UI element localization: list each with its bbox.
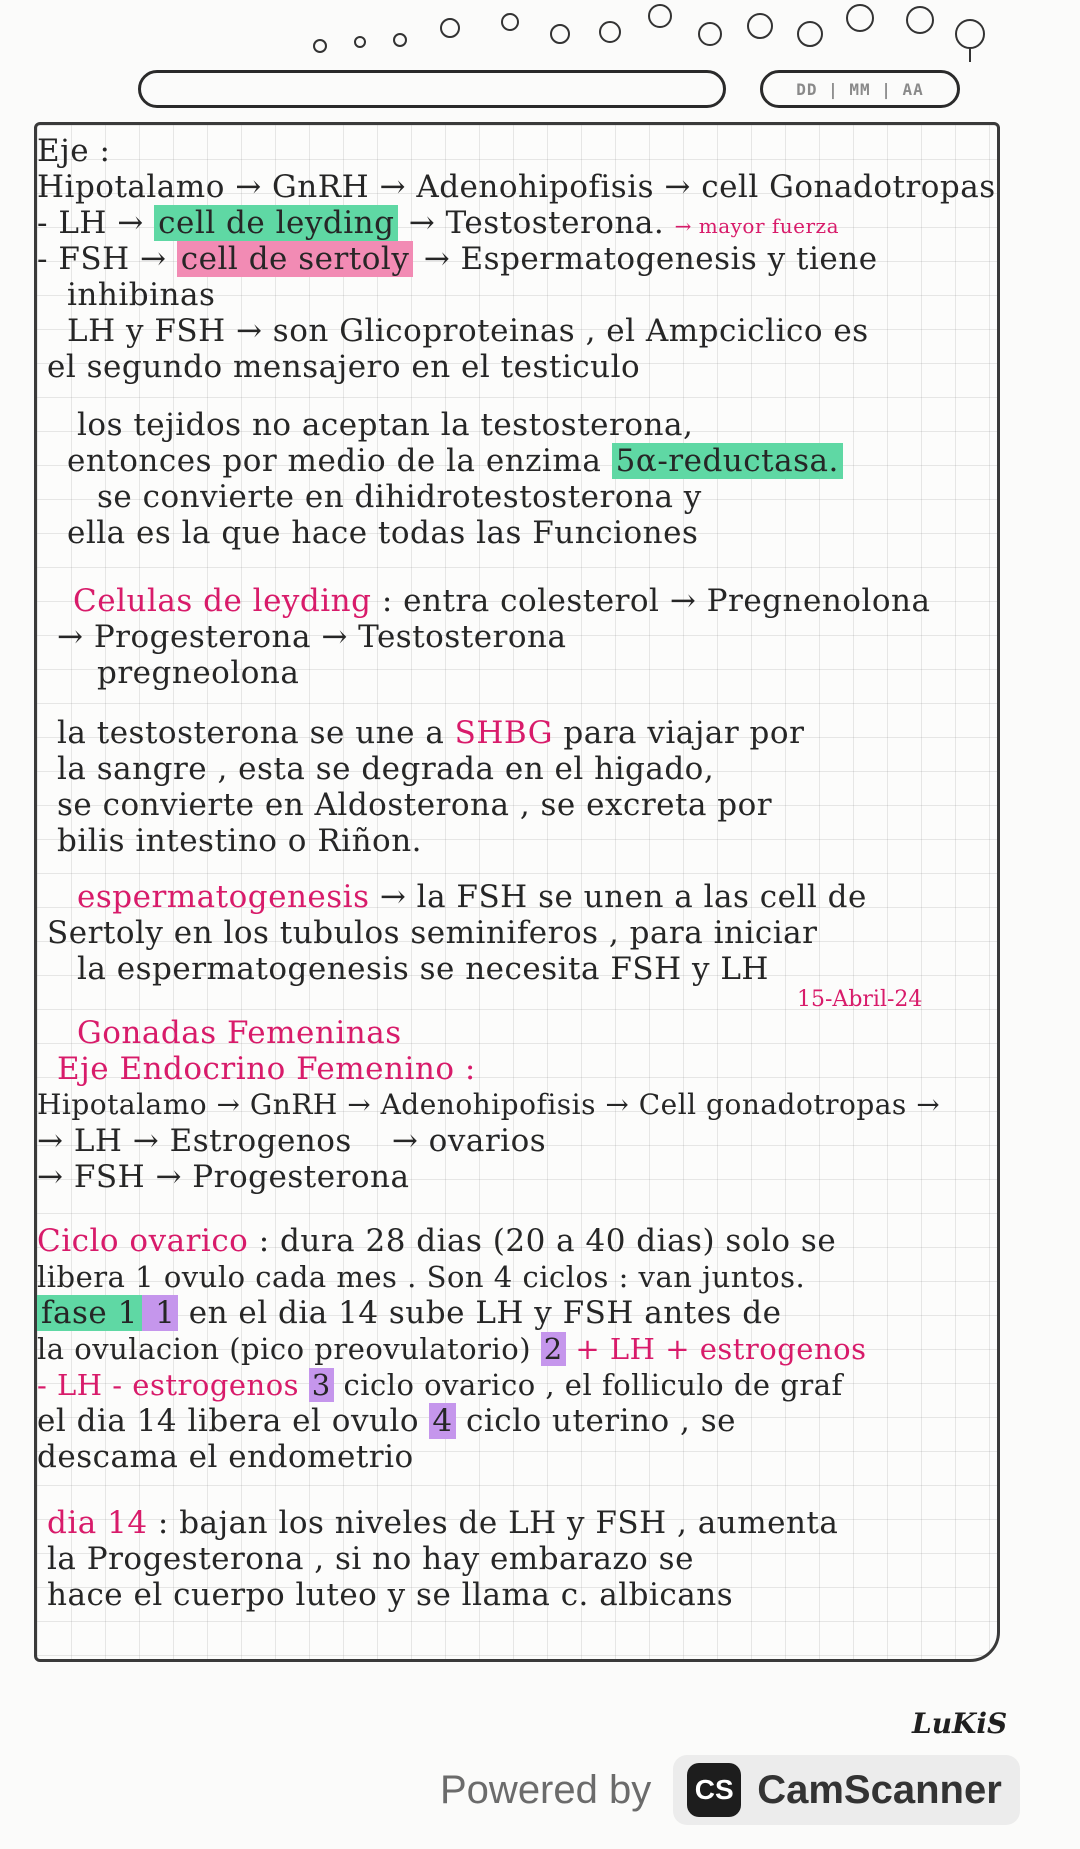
date-annotation: 15-Abril-24 [797,987,923,1012]
author-signature: LuKiS [912,1707,1008,1740]
note-text: en el dia 14 sube LH y FSH antes de [178,1295,782,1331]
note-text: : entra colesterol → Pregnenolona [371,583,931,619]
note-line [37,241,878,277]
note-line: la sangre , esta se degrada en el higado, [57,751,715,787]
note-text: : bajan los niveles de LH y FSH , aumenta [147,1505,839,1541]
section-heading: Gonadas Femeninas [77,1015,402,1051]
date-field[interactable]: DD | MM | AA [760,70,960,108]
note-line: la espermatogenesis se necesita FSH y LH [77,951,769,987]
note-line [67,443,843,479]
note-text: ciclo uterino , se [455,1403,736,1439]
pink-annotation: → mayor fuerza [674,214,840,238]
note-text: ciclo ovarico , el folliculo de graf [333,1368,843,1402]
note-line [73,583,931,619]
pink-heading: Celulas de leyding [73,583,372,619]
note-text: para viajar por [553,715,805,751]
note-text: la testosterona se une a [57,715,455,751]
note-text: → LH → Estrogenos [37,1123,352,1159]
note-line [57,715,804,751]
step-number: 1 [142,1295,179,1331]
note-line: descama el endometrio [37,1439,414,1475]
note-line [37,205,839,244]
note-line: → FSH → Progesterona [37,1159,410,1195]
highlighted-term: cell de sertoly [177,241,414,277]
note-line: Hipotalamo → GnRH → Adenohipofisis → Cell gonadotropas → [37,1088,941,1121]
camscanner-brand: CamScanner [757,1767,1002,1812]
note-line: la Progesterona , si no hay embarazo se [47,1541,694,1577]
note-text: → Testosterona. [398,205,675,241]
note-line: Hipotalamo → GnRH → Adenohipofisis → cell Gonadotropas [37,169,996,205]
pink-heading: Ciclo ovarico [37,1223,249,1259]
note-text: - FSH → [37,241,177,277]
note-line [37,1223,836,1259]
note-line: pregneolona [97,655,300,691]
note-line: Eje : [37,133,111,169]
note-text: la ovulacion (pico preovulatorio) [37,1332,541,1366]
pink-term: SHBG [454,715,554,751]
note-line: Sertoly en los tubulos seminiferos , para iniciar [47,915,818,951]
note-line: → Progesterona → Testosterona [57,619,567,655]
note-line [37,1295,782,1331]
note-text: : dura 28 dias (20 a 40 dias) solo se [248,1223,837,1259]
note-line: libera 1 ovulo cada mes . Son 4 ciclos : van juntos. [37,1260,806,1294]
pink-heading: dia 14 [47,1505,148,1541]
step-number: 3 [309,1368,334,1402]
note-line [37,1403,736,1439]
note-line: LH y FSH → son Glicoproteinas , el Ampciclico es [67,313,869,349]
title-field[interactable] [138,70,726,108]
note-line: hace el cuerpo luteo y se llama c. albicans [47,1577,734,1613]
pink-term: - LH - estrogenos [37,1368,309,1402]
note-line: ella es la que hace todas las Funciones [67,515,699,551]
camscanner-logo-icon: CS [687,1763,741,1817]
note-text: → la FSH se unen a las cell de [369,879,867,915]
note-line [37,1367,843,1403]
note-line: los tejidos no aceptan la testosterona, [77,407,694,443]
notebook-sheet [34,122,1000,1662]
highlighted-term: fase 1 [37,1295,142,1331]
camscanner-badge [673,1755,1020,1825]
note-text: el dia 14 libera el ovulo [37,1403,430,1439]
highlighted-term: cell de leyding [154,205,398,241]
pink-heading: espermatogenesis [77,879,370,915]
note-text: → ovarios [391,1123,547,1159]
note-line: se convierte en dihidrotestosterona y [97,479,702,515]
step-number: 4 [429,1403,455,1439]
highlighted-term: 5α-reductasa. [612,443,843,479]
note-line: bilis intestino o Riñon. [57,823,423,859]
note-line [37,1123,546,1159]
note-text: → Espermatogenesis y tiene [413,241,878,277]
note-line [37,1331,866,1367]
note-line [77,879,867,915]
pink-term: + LH + estrogenos [565,1332,867,1366]
flower-doodles [300,4,1000,64]
camscanner-watermark [440,1750,1040,1830]
note-text: entonces por medio de la enzima [67,443,612,479]
section-subheading: Eje Endocrino Femenino : [57,1051,476,1087]
note-text: - LH → [37,205,155,241]
note-line: se convierte en Aldosterona , se excreta por [57,787,773,823]
note-line: el segundo mensajero en el testiculo [47,349,641,385]
step-number: 2 [541,1332,566,1366]
note-line: inhibinas [67,277,216,313]
powered-by-text: Powered by [440,1767,652,1812]
note-line [47,1505,838,1541]
